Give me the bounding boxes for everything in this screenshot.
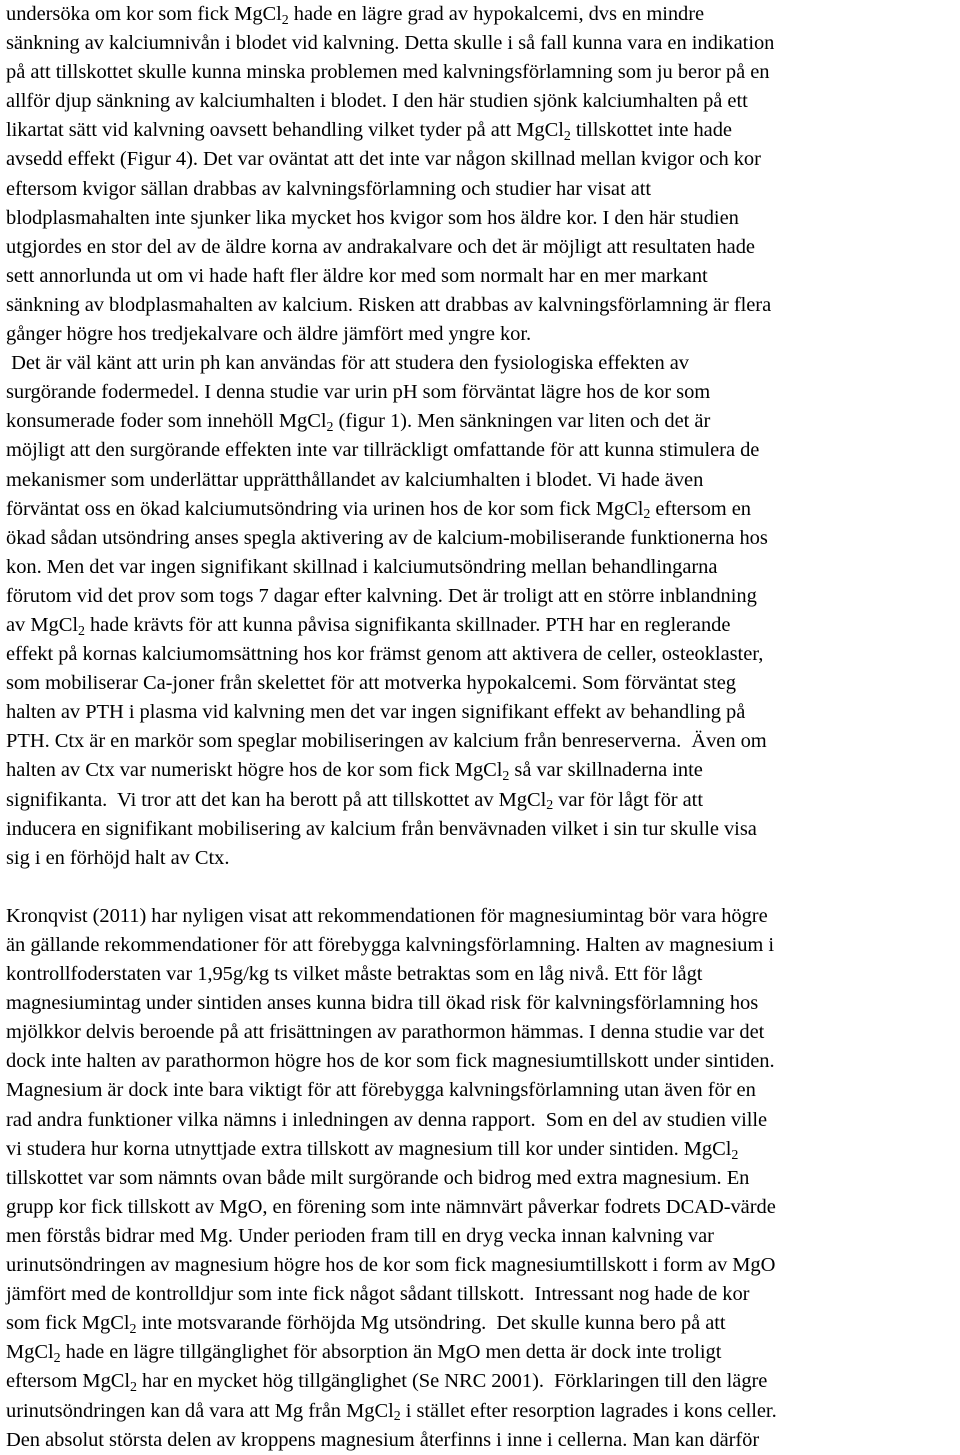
text-line: [6, 582, 956, 611]
text-line: [6, 1397, 956, 1426]
text-segment: inducera en signifikant mobilisering av kalcium från benvävnaden vilket i sin tur skulle visa: [6, 817, 757, 840]
text-segment: surgörande fodermedel. I denna studie var urin pH som förväntat lägre hos de kor som: [6, 381, 711, 404]
text-segment: avsedd effekt (Figur 4). Det var oväntat att det inte var någon skillnad mellan kvigor och kor: [6, 148, 761, 171]
paragraph: [6, 902, 956, 1455]
text-line: [6, 786, 956, 815]
text-segment: dock inte halten av parathormon högre hos de kor som fick magnesiumtillskott under sintiden.: [6, 1050, 775, 1073]
text-segment: rad andra funktioner vilka nämns i inledningen av denna rapport. Som en del av studien ville: [6, 1108, 768, 1131]
text-segment: ökad sådan utsöndring anses spegla aktivering av de kalcium-mobiliserande funktionerna hos: [6, 526, 768, 549]
text-segment: mekanismer som underlättar upprätthållandet av kalciumhalten i blodet. Vi hade även: [6, 468, 704, 491]
text-segment: som fick MgCl: [6, 1312, 130, 1335]
document-page: [6, 0, 956, 1455]
text-segment: har en mycket hög tillgänglighet (Se NRC 2001). Förklaringen till den lägre: [136, 1370, 768, 1393]
text-line: [6, 320, 956, 349]
text-line: [6, 756, 956, 785]
text-segment: MgCl: [6, 1341, 54, 1364]
text-segment: var för lågt för att: [553, 788, 703, 811]
text-segment: gånger högre hos tredjekalvare och äldre jämfört med yngre kor.: [6, 323, 532, 346]
text-segment: sänkning av blodplasmahalten av kalcium. Risken att drabbas av kalvningsförlamning är flera: [6, 293, 772, 316]
text-line: [6, 378, 956, 407]
subscript: 2: [563, 129, 571, 145]
text-line: [6, 1106, 956, 1135]
text-line: [6, 1309, 956, 1338]
text-segment: eftersom MgCl: [6, 1370, 131, 1393]
text-segment: PTH. Ctx är en markör som speglar mobiliseringen av kalcium från benreserverna. Även om: [6, 730, 767, 753]
text-segment: grupp kor fick tillskott av MgO, en förening som inte nämnvärt påverkar fodrets DCAD-värde: [6, 1195, 776, 1218]
text-line: [6, 524, 956, 553]
subscript: 2: [393, 1409, 401, 1425]
text-line: [6, 1222, 956, 1251]
text-segment: tillskottet inte hade: [570, 119, 732, 142]
text-line: [6, 1135, 956, 1164]
text-segment: av MgCl: [6, 613, 78, 636]
text-line: [6, 204, 956, 233]
text-segment: likartat sätt vid kalvning oavsett behandling vilket tyder på att MgCl: [6, 119, 564, 142]
text-line: [6, 640, 956, 669]
text-line: [6, 960, 956, 989]
text-segment: magnesiumintag under sintiden anses kunna bidra till ökad risk för kalvningsförlamning hos: [6, 992, 759, 1015]
text-segment: Magnesium är dock inte bara viktigt för att förebygga kalvningsförlamning utan även för en: [6, 1079, 756, 1102]
text-line: [6, 989, 956, 1018]
text-line: [6, 349, 956, 378]
text-line: [6, 145, 956, 174]
text-segment: så var skillnaderna inte: [509, 759, 703, 782]
text-segment: undersöka om kor som fick MgCl: [6, 3, 282, 25]
text-segment: men förstås bidrar med Mg. Under perioden fram till en dryg vecka innan kalvning var: [6, 1224, 714, 1247]
text-line: [6, 175, 956, 204]
text-segment: på att tillskottet skulle kunna minska problemen med kalvningsförlamning som ju beror på en: [6, 61, 770, 84]
subscript: 2: [546, 798, 554, 814]
text-segment: konsumerade foder som innehöll MgCl: [6, 410, 327, 433]
text-segment: möjligt att den surgörande effekten inte var tillräckligt omfattande för att kunna stimulera de: [6, 439, 760, 462]
text-line: [6, 727, 956, 756]
text-segment: urinutsöndringen av magnesium högre hos de kor som fick magnesiumtillskott i form av MgO: [6, 1254, 776, 1277]
text-segment: tillskottet var som nämnts ovan både milt surgörande och bidrog med extra magnesium. En: [6, 1166, 750, 1189]
text-line: [6, 262, 956, 291]
text-segment: sänkning av kalciumnivån i blodet vid kalvning. Detta skulle i så fall kunna vara en indikation: [6, 32, 775, 55]
text-line: [6, 1164, 956, 1193]
text-line: [6, 1367, 956, 1396]
text-line: [6, 669, 956, 698]
text-line: [6, 495, 956, 524]
subscript: 2: [502, 769, 510, 785]
text-segment: urinutsöndringen kan då vara att Mg från MgCl: [6, 1399, 394, 1422]
text-segment: än gällande rekommendationer för att förebygga kalvningsförlamning. Halten av magnesium i: [6, 934, 775, 956]
text-segment: hade en lägre tillgänglighet för absorption än MgO men detta är dock inte troligt: [60, 1341, 722, 1364]
text-line: [6, 466, 956, 495]
text-line: [6, 553, 956, 582]
text-segment: utgjordes en stor del av de äldre korna av andrakalvare och det är möjligt att resultaten hade: [6, 235, 755, 258]
text-line: [6, 233, 956, 262]
text-line: [6, 58, 956, 87]
text-line: [6, 1426, 956, 1455]
text-segment: (figur 1). Men sänkningen var liten och det är: [333, 410, 711, 433]
subscript: 2: [281, 12, 289, 28]
text-segment: jämfört med de kontrolldjur som inte fick något sådant tillskott. Intressant nog hade de kor: [6, 1283, 750, 1306]
text-segment: effekt på kornas kalciumomsättning hos kor främst genom att aktivera de celler, osteoklaster,: [6, 643, 764, 666]
text-line: [6, 902, 956, 931]
text-segment: Den absolut största delen av kroppens magnesium återfinns i inne i cellerna. Man kan därför: [6, 1428, 760, 1451]
text-segment: blodplasmahalten inte sjunker lika mycket hos kvigor som hos äldre kor. I den här studien: [6, 206, 739, 229]
text-line: [6, 1047, 956, 1076]
text-segment: förväntat oss en ökad kalciumutsöndring via urinen hos de kor som fick MgCl: [6, 497, 644, 520]
text-segment: som mobiliserar Ca-joner från skelettet för att motverka hypokalcemi. Som förväntat steg: [6, 672, 736, 695]
text-segment: signifikanta. Vi tror att det kan ha berott på att tillskottet av MgCl: [6, 788, 547, 811]
text-segment: kontrollfoderstaten var 1,95g/kg ts vilket måste betraktas som en låg nivå. Ett för lågt: [6, 963, 703, 986]
text-line: [6, 1018, 956, 1047]
paragraph: [6, 0, 956, 873]
text-segment: hade krävts för att kunna påvisa signifikanta skillnader. PTH har en reglerande: [84, 613, 731, 636]
text-line: [6, 698, 956, 727]
text-segment: i stället efter resorption lagrades i kons celler.: [400, 1399, 777, 1422]
text-segment: halten av PTH i plasma vid kalvning men det var ingen signifikant effekt av behandling på: [6, 701, 746, 724]
subscript: 2: [130, 1380, 137, 1396]
subscript: 2: [53, 1351, 61, 1367]
text-line: [6, 87, 956, 116]
text-segment: mjölkkor delvis beroende på att frisättningen av parathormon hämmas. I denna studie var det: [6, 1021, 765, 1044]
subscript: 2: [326, 420, 334, 436]
text-line: [6, 0, 956, 29]
paragraph-gap: [6, 873, 956, 902]
text-line: [6, 29, 956, 58]
subscript: 2: [129, 1322, 137, 1338]
text-line: [6, 931, 956, 960]
text-segment: Kronqvist (2011) har nyligen visat att rekommendationen för magnesiumintag bör vara högre: [6, 904, 768, 927]
subscript: 2: [731, 1147, 739, 1163]
text-segment: förutom vid det prov som togs 7 dagar efter kalvning. Det är troligt att en större inblandning: [6, 584, 757, 607]
text-line: [6, 1251, 956, 1280]
text-segment: hade en lägre grad av hypokalcemi, dvs en mindre: [288, 3, 705, 25]
text-line: [6, 1193, 956, 1222]
text-line: [6, 815, 956, 844]
text-segment: sett annorlunda ut om vi hade haft fler äldre kor med som normalt har en mer markant: [6, 264, 708, 287]
text-segment: eftersom kvigor sällan drabbas av kalvningsförlamning och studier har visat att: [6, 177, 652, 200]
text-line: [6, 611, 956, 640]
text-line: [6, 116, 956, 145]
text-segment: kon. Men det var ingen signifikant skillnad i kalciumutsöndring mellan behandlingarna: [6, 555, 718, 578]
subscript: 2: [643, 507, 651, 523]
text-line: [6, 436, 956, 465]
text-line: [6, 844, 956, 873]
text-segment: halten av Ctx var numeriskt högre hos de kor som fick MgCl: [6, 759, 503, 782]
text-line: [6, 407, 956, 436]
text-line: [6, 1338, 956, 1367]
text-line: [6, 291, 956, 320]
text-segment: allför djup sänkning av kalciumhalten i blodet. I den här studien sjönk kalciumhalten på ett: [6, 90, 748, 113]
text-line: [6, 1280, 956, 1309]
text-segment: inte motsvarande förhöjda Mg utsöndring. Det skulle kunna bero på att: [136, 1312, 726, 1335]
text-segment: sig i en förhöjd halt av Ctx.: [6, 846, 230, 869]
subscript: 2: [77, 623, 85, 639]
text-segment: eftersom en: [650, 497, 751, 520]
text-segment: Det är väl känt att urin ph kan användas för att studera den fysiologiska effekten av: [6, 352, 689, 375]
text-line: [6, 1076, 956, 1105]
text-segment: vi studera hur korna utnyttjade extra tillskott av magnesium till kor under sintiden. MgCl: [6, 1137, 732, 1160]
